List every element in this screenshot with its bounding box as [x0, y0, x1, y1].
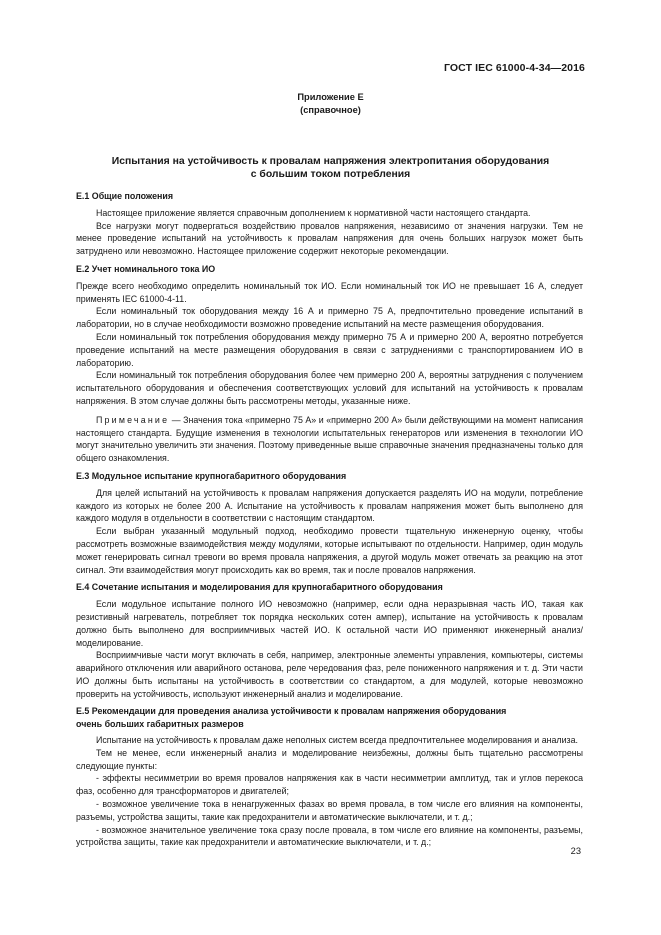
- section-heading-e3: Е.3 Модульное испытание крупногабаритного оборудования: [76, 470, 347, 481]
- document-code: ГОСТ IEC 61000-4-34—2016: [443, 62, 585, 74]
- page-number: 23: [570, 846, 581, 856]
- main-title: [60, 155, 601, 181]
- e5-heading-line-2: очень больших габаритных размеров: [76, 719, 244, 730]
- e2-note: [76, 414, 583, 465]
- appendix-title: Приложение Е: [297, 92, 364, 102]
- e5-paragraph-2: Тем не менее, если инженерный анализ и моделирование неизбежны, должны быть тщательно рассмотрены следующие пункты:: [76, 747, 583, 771]
- appendix-heading: [0, 91, 661, 117]
- e1-paragraph-1: Настоящее приложение является справочным дополнением к нормативной части настоящего стандарта.: [96, 207, 531, 218]
- e4-paragraph-1: Если модульное испытание полного ИО невозможно (например, если одна неразрывная часть ИО, такая как резистивный нагреватель, потребляет ток порядка нескольких сотен ампер), испытание на устойчивость к провалам должно быть выполнено для восприимчивых частей ИО. К остальной части ИО применяют инженерный анализ/моделирование.: [76, 599, 583, 648]
- e5-paragraph-1: Испытание на устойчивость к провалам даже неполных систем всегда предпочтительнее моделирования и анализа.: [96, 735, 578, 746]
- section-heading-e4: Е.4 Сочетание испытания и моделирования для крупногабаритного оборудования: [76, 582, 443, 593]
- e5-list-item: - эффекты несимметрии во время провалов напряжения как в части несимметрии амплитуд, так и углов перекоса фаз, особенно для трансформаторов и двигателей;: [76, 773, 583, 797]
- e3-paragraph-1: Для целей испытаний на устойчивость к провалам напряжения допускается разделять ИО на модули, потребление каждого из которых не более 200 А. Испытание на устойчивость к провалам напряжения может быть выполнено для каждого модуля в отдельности в соответствии с настоящим стандартом.: [76, 487, 583, 524]
- main-title-line-2: с большим током потребления: [250, 169, 411, 180]
- section-heading-e1: Е.1 Общие положения: [76, 191, 174, 201]
- e2-paragraph-2: Если номинальный ток оборудования между 16 А и примерно 75 А, предпочтительно проведение испытаний в лаборатории, но в случае необходимости возможно проведение испытаний на месте размещения оборудования.: [76, 306, 583, 330]
- appendix-subtitle: (справочное): [300, 105, 361, 115]
- main-title-line-1: Испытания на устойчивость к провалам напряжения электропитания оборудования: [111, 156, 550, 167]
- note-text: — Значения тока «примерно 75 А» и «примерно 200 А» были действующими на момент написания настоящего стандарта. Будущие изменения в технологии испытательных генераторов или изменения в технологии ИО могут значительно увеличить эти значения. Поэтому приведенные выше справочные значения предназначены только для общего ознакомления.: [76, 414, 583, 464]
- section-heading-e5: [76, 705, 583, 731]
- e2-paragraph-3: Если номинальный ток потребления оборудования между примерно 75 А и примерно 200 А, вероятно потребуется проведение испытаний на месте размещения оборудования в связи с затруднениями с транспортированием ИО в лабораторию.: [76, 331, 583, 368]
- e2-paragraph-4: Если номинальный ток потребления оборудования более чем примерно 200 А, вероятны затруднения с получением испытательного оборудования и обеспечения соответствующих условий для испытаний на устойчивость к провалам напряжения. В этом случае должны быть рассмотрены методы, указанные ниже.: [76, 370, 583, 406]
- e5-list-item: - возможное значительное увеличение тока сразу после провала, в том числе его влияние на компоненты, разъемы, устройства защиты, такие как предохранители и автоматические выключатели, и т. д.;: [76, 824, 583, 848]
- e4-paragraph-2: Восприимчивые части могут включать в себя, например, электронные элементы управления, компьютеры, системы аварийного отключения или аварийного останова, реле чередования фаз, реле пониженного напряжения и т. д. Эти части ИО должны быть испытаны на устойчивость в соответствии со стандартом, а для модулей, которые невозможно проверить на устойчивость, используют инженерный анализ и моделирование.: [76, 650, 583, 699]
- e2-paragraph-1: Прежде всего необходимо определить номинальный ток ИО. Если номинальный ток ИО не превышает 16 А, следует применять IEC 61000-4-11.: [76, 280, 583, 304]
- document-body: [76, 190, 583, 849]
- e1-paragraph-2: Все нагрузки могут подвергаться воздействию провалов напряжения, независимо от значения нагрузки. Тем не менее проведение испытаний на устойчивость к провалам напряжения для очень больших нагрузок может быть затруднено или невозможно. Настоящее приложение содержит некоторые рекомендации.: [76, 220, 583, 257]
- section-heading-e2: Е.2 Учет номинального тока ИО: [76, 263, 216, 274]
- e3-paragraph-2: Если выбран указанный модульный подход, необходимо провести тщательную инженерную оценку, чтобы рассмотреть возможные взаимодействия между модулями, которые испытывают по отдельности. Например, один модуль может генерировать сигнал тревоги во время провала напряжения, а другой модуль может отвечать за реакцию на этот сигнал. Эти взаимодействия могут происходить как во время, так и после провалов напряжения.: [76, 526, 583, 575]
- e5-list-item: - возможное увеличение тока в ненагруженных фазах во время провала, в том числе его влияния на компоненты, разъемы, устройства защиты, такие как предохранители и автоматические выключатели, и т. д.;: [76, 799, 583, 822]
- note-label: Примечание: [96, 414, 170, 425]
- e5-heading-line-1: Е.5 Рекомендации для проведения анализа устойчивости к провалам напряжения оборудования: [76, 706, 507, 717]
